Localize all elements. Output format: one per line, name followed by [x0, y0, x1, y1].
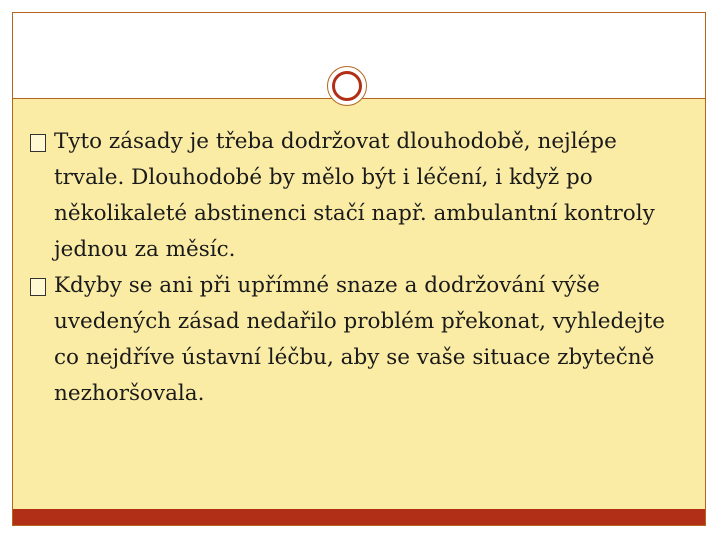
bullet-text: Tyto zásady je třeba dodržovat dlouhodobě, nejlépe trvale. Dlouhodobé by mělo být i léčení, i když po několikaleté abstinenci stačí např. ambulantní kontroly jednou za měsíc. — [54, 129, 655, 262]
list-item — [28, 268, 688, 412]
circle-ornament-icon — [327, 66, 367, 106]
bullet-box-icon — [30, 134, 46, 152]
bullet-box-icon — [30, 278, 46, 296]
bullet-text: Kdyby se ani při upřímné snaze a dodržování výše uvedených zásad nedařilo problém překonat, vyhledejte co nejdříve ústavní léčbu, aby se vaše situace zbytečně nezhoršovala. — [54, 273, 666, 406]
list-item — [28, 124, 688, 268]
circle-ring — [332, 71, 362, 101]
bullet-list — [28, 124, 688, 412]
footer-bar — [13, 509, 705, 525]
